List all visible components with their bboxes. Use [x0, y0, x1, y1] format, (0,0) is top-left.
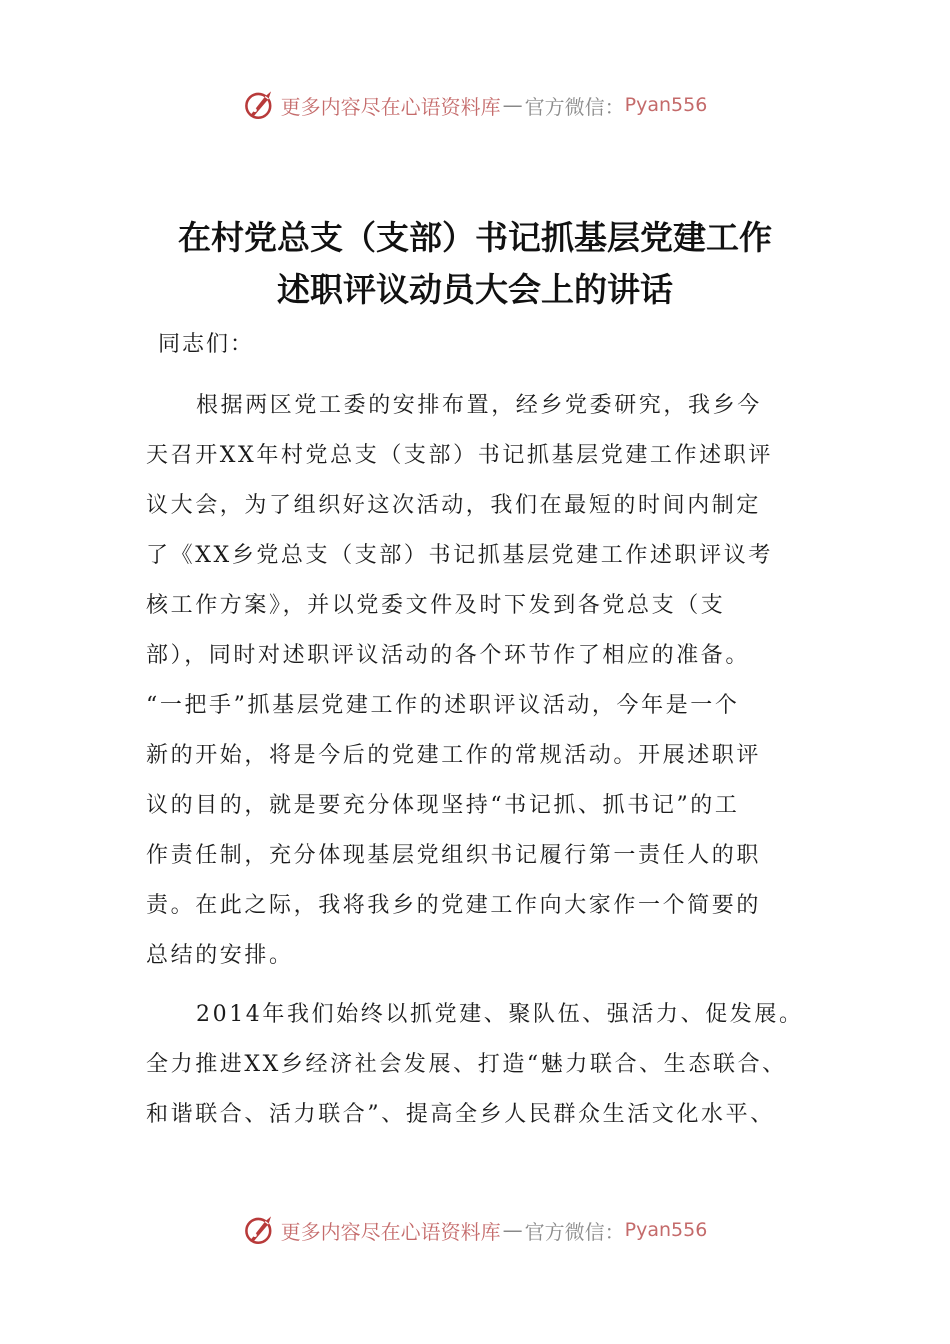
paragraph-line: 根据两区党工委的安排布置，经乡党委研究，我乡今 [196, 393, 762, 418]
watermark-separator: — [502, 1218, 523, 1242]
document-title-line: 在村党总支（支部）书记抓基层党建工作 [178, 218, 772, 257]
document-title-line: 述职评议动员大会上的讲话 [277, 270, 673, 309]
paragraph-line: 核工作方案》，并以党委文件及时下发到各党总支（支 [146, 593, 726, 618]
paragraph-line: 了《XX乡党总支（支部）书记抓基层党建工作述职评议考 [146, 543, 773, 568]
paragraph-line: 部），同时对述职评议活动的各个环节作了相应的准备。 [146, 643, 751, 668]
paragraph-line: 2014年我们始终以抓党建、聚队伍、强活力、促发展。 [196, 1002, 804, 1027]
paragraph-line: “一把手”抓基层党建工作的述职评议活动，今年是一个 [146, 693, 740, 718]
pen-nib-logo-icon [243, 1213, 277, 1247]
document-title [100, 212, 850, 316]
body-paragraph [146, 990, 826, 1140]
watermark-banner-top [0, 85, 950, 125]
watermark-wechat-id: Pyan556 [624, 1219, 708, 1241]
watermark-banner-bottom [0, 1210, 950, 1250]
paragraph-line: 责。在此之际，我将我乡的党建工作向大家作一个简要的 [146, 893, 762, 918]
paragraph-line: 全力推进XX乡经济社会发展、打造“魅力联合、生态联合、 [146, 1052, 787, 1077]
paragraph-line: 和谐联合、活力联合”、提高全乡人民群众生活文化水平、 [146, 1102, 775, 1127]
watermark-wechat-label: 官方微信： [524, 1219, 625, 1244]
paragraph-line: 总结的安排。 [146, 943, 294, 968]
paragraph-line: 新的开始，将是今后的党建工作的常规活动。开展述职评 [146, 743, 762, 768]
paragraph-line: 天召开XX年村党总支（支部）书记抓基层党建工作述职评 [146, 443, 773, 468]
paragraph-line: 议的目的，就是要充分体现坚持“书记抓、抓书记”的工 [146, 793, 740, 818]
watermark-separator: — [502, 93, 523, 117]
paragraph-line: 议大会，为了组织好这次活动，我们在最短的时间内制定 [146, 493, 762, 518]
pen-nib-logo-icon [243, 88, 277, 122]
greeting: 同志们： [158, 332, 255, 357]
watermark-site-text: 更多内容尽在心语资料库 [280, 1219, 501, 1244]
body-paragraph [146, 381, 826, 981]
paragraph-line: 作责任制，充分体现基层党组织书记履行第一责任人的职 [146, 843, 762, 868]
watermark-wechat-id: Pyan556 [624, 94, 708, 116]
watermark-site-text: 更多内容尽在心语资料库 [280, 94, 501, 119]
watermark-wechat-label: 官方微信： [524, 94, 625, 119]
